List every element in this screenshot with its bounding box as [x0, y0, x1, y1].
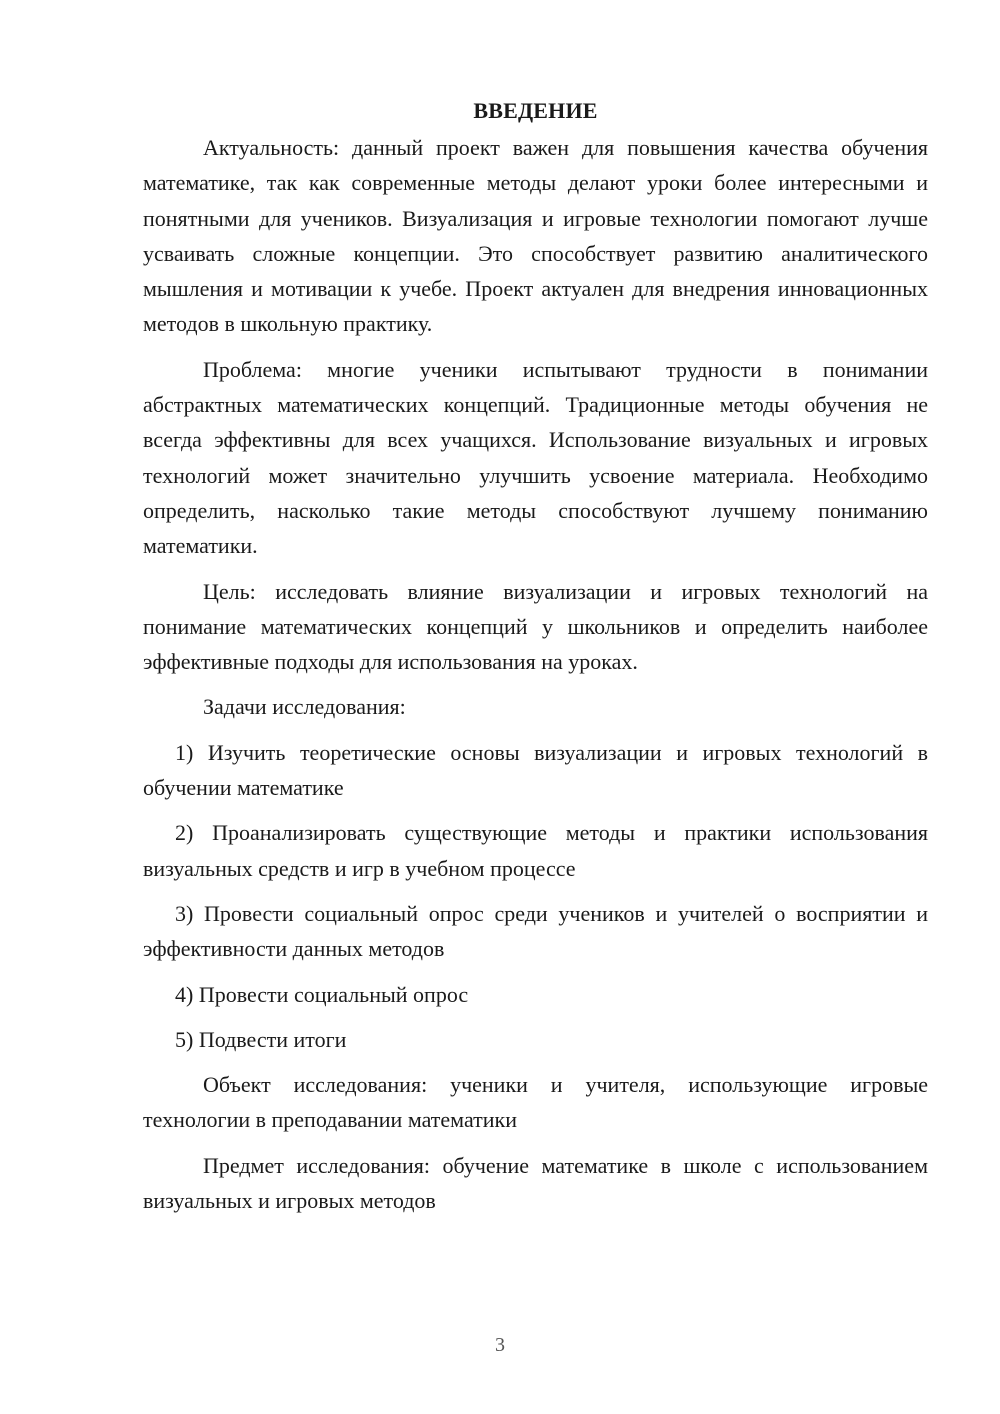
paragraph-goal: Цель: исследовать влияние визуализации и игровых технологий на понимание математических концепций у школьников и определить наиболее эффективные подходы для использования на уроках. [143, 578, 928, 675]
section-heading: ВВЕДЕНИЕ [473, 98, 598, 123]
paragraph-object: Объект исследования: ученики и учителя, использующие игровые технологии в преподавании математики [143, 1072, 928, 1133]
paragraph-problem: Проблема: многие ученики испытывают трудности в понимании абстрактных математических концепций. Традиционные методы обучения не всегда эффективны для всех учащихся. Использование визуальных и игровых технологий может значительно улучшить усвоение материала. Необходимо определить, насколько такие методы способствуют лучшему пониманию математики. [143, 356, 928, 559]
task-item-3: 3) Провести социальный опрос среди учеников и учителей о восприятии и эффективности данных методов [143, 900, 928, 962]
paragraph-tasks-heading: Задачи исследования: [203, 694, 406, 720]
task-item-1: 1) Изучить теоретические основы визуализации и игровых технологий в обучении математике [143, 739, 928, 801]
page-number: 3 [495, 1334, 505, 1356]
task-item-2: 2) Проанализировать существующие методы и практики использования визуальных средств и игр в учебном процессе [143, 820, 928, 881]
paragraph-relevance: Актуальность: данный проект важен для повышения качества обучения математике, так как современные методы делают уроки более интересными и понятными для учеников. Визуализация и игровые технологии помогают лучше усваивать сложные концепции. Это способствует развитию аналитического мышления и мотивации к учебе. Проект актуален для внедрения инновационных методов в школьную практику. [143, 135, 928, 337]
document-page [143, 96, 928, 1228]
task-item-4: 4) Провести социальный опрос [175, 981, 469, 1007]
paragraph-subject: Предмет исследования: обучение математике в школе с использованием визуальных и игровых методов [143, 1152, 928, 1214]
task-item-5: 5) Подвести итоги [175, 1026, 347, 1052]
